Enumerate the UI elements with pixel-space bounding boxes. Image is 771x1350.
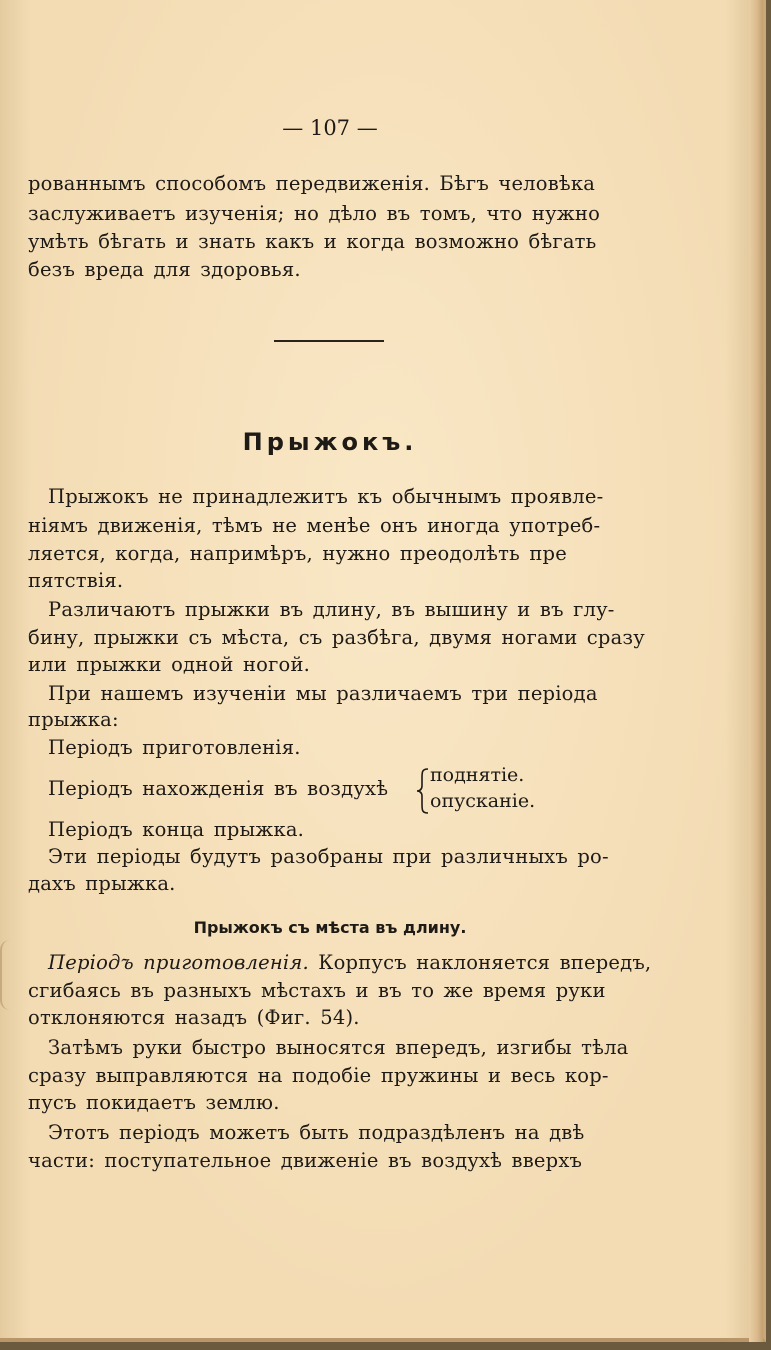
paragraph-line: сгибаясь въ разныхъ мѣстахъ и въ то же время руки <box>28 979 606 1002</box>
paragraph-line: ніямъ движенія, тѣмъ не менѣе онъ иногда употреб- <box>28 514 601 537</box>
subsection-title: Прыжокъ съ мѣста въ длину. <box>193 918 467 937</box>
curly-brace-icon <box>416 768 430 814</box>
line-rest: Корпусъ наклоняется впередъ, <box>308 951 652 974</box>
paragraph-line: Прыжокъ не принадлежитъ къ обычнымъ проявле- <box>48 485 604 508</box>
paper-fold-mark <box>0 940 16 1010</box>
paragraph-line: или прыжки одной ногой. <box>28 653 311 676</box>
paragraph-line: отклоняются назадъ (Фиг. 54). <box>28 1006 360 1029</box>
period-preparation: Періодъ приготовленія. <box>48 736 301 759</box>
paragraph-line: сразу выправляются на подобіе пружины и весь кор- <box>28 1064 609 1087</box>
period-end: Періодъ конца прыжка. <box>48 818 305 841</box>
period-air-fall: опусканіе. <box>430 790 536 812</box>
paragraph-line: Различаютъ прыжки въ длину, въ вышину и въ глу- <box>48 598 615 621</box>
paragraph-line: Затѣмъ руки быстро выносятся впередъ, изгибы тѣла <box>48 1036 629 1059</box>
section-divider <box>274 340 384 342</box>
paragraph-line: прыжка: <box>28 708 119 731</box>
period-air-rise: поднятіе. <box>430 764 525 786</box>
section-title: Прыжокъ. <box>242 428 418 456</box>
paragraph-line: пусъ покидаетъ землю. <box>28 1091 280 1114</box>
paragraph-line: пятствія. <box>28 569 124 592</box>
intro-line: рованнымъ способомъ передвиженія. Бѣгъ человѣка <box>28 172 596 195</box>
period-air: Періодъ нахожденія въ воздухѣ <box>48 777 389 800</box>
paragraph-line: части: поступательное движеніе въ воздухѣ вверхъ <box>28 1149 583 1172</box>
italic-lead: Періодъ приготовленія. <box>48 951 309 974</box>
paragraph-line: дахъ прыжка. <box>28 872 176 895</box>
paragraph-line: бину, прыжки съ мѣста, съ разбѣга, двумя ногами сразу <box>28 626 645 649</box>
paragraph-line: Этотъ періодъ можетъ быть подраздѣленъ на двѣ <box>48 1121 585 1144</box>
paragraph-line: ляется, когда, напримѣръ, нужно преодолѣть пре <box>28 542 567 565</box>
paragraph-line: Эти періоды будутъ разобраны при различныхъ ро- <box>48 845 609 868</box>
intro-line: умѣть бѣгать и знать какъ и когда возможно бѣгать <box>28 230 597 253</box>
paragraph-line: При нашемъ изученіи мы различаемъ три періода <box>48 682 598 705</box>
page-number: — 107 — <box>282 116 378 140</box>
page-edge <box>749 0 763 1342</box>
intro-line: безъ вреда для здоровья. <box>28 258 301 281</box>
paragraph-line <box>48 951 651 974</box>
intro-line: заслуживаетъ изученія; но дѣло въ томъ, что нужно <box>28 202 601 225</box>
